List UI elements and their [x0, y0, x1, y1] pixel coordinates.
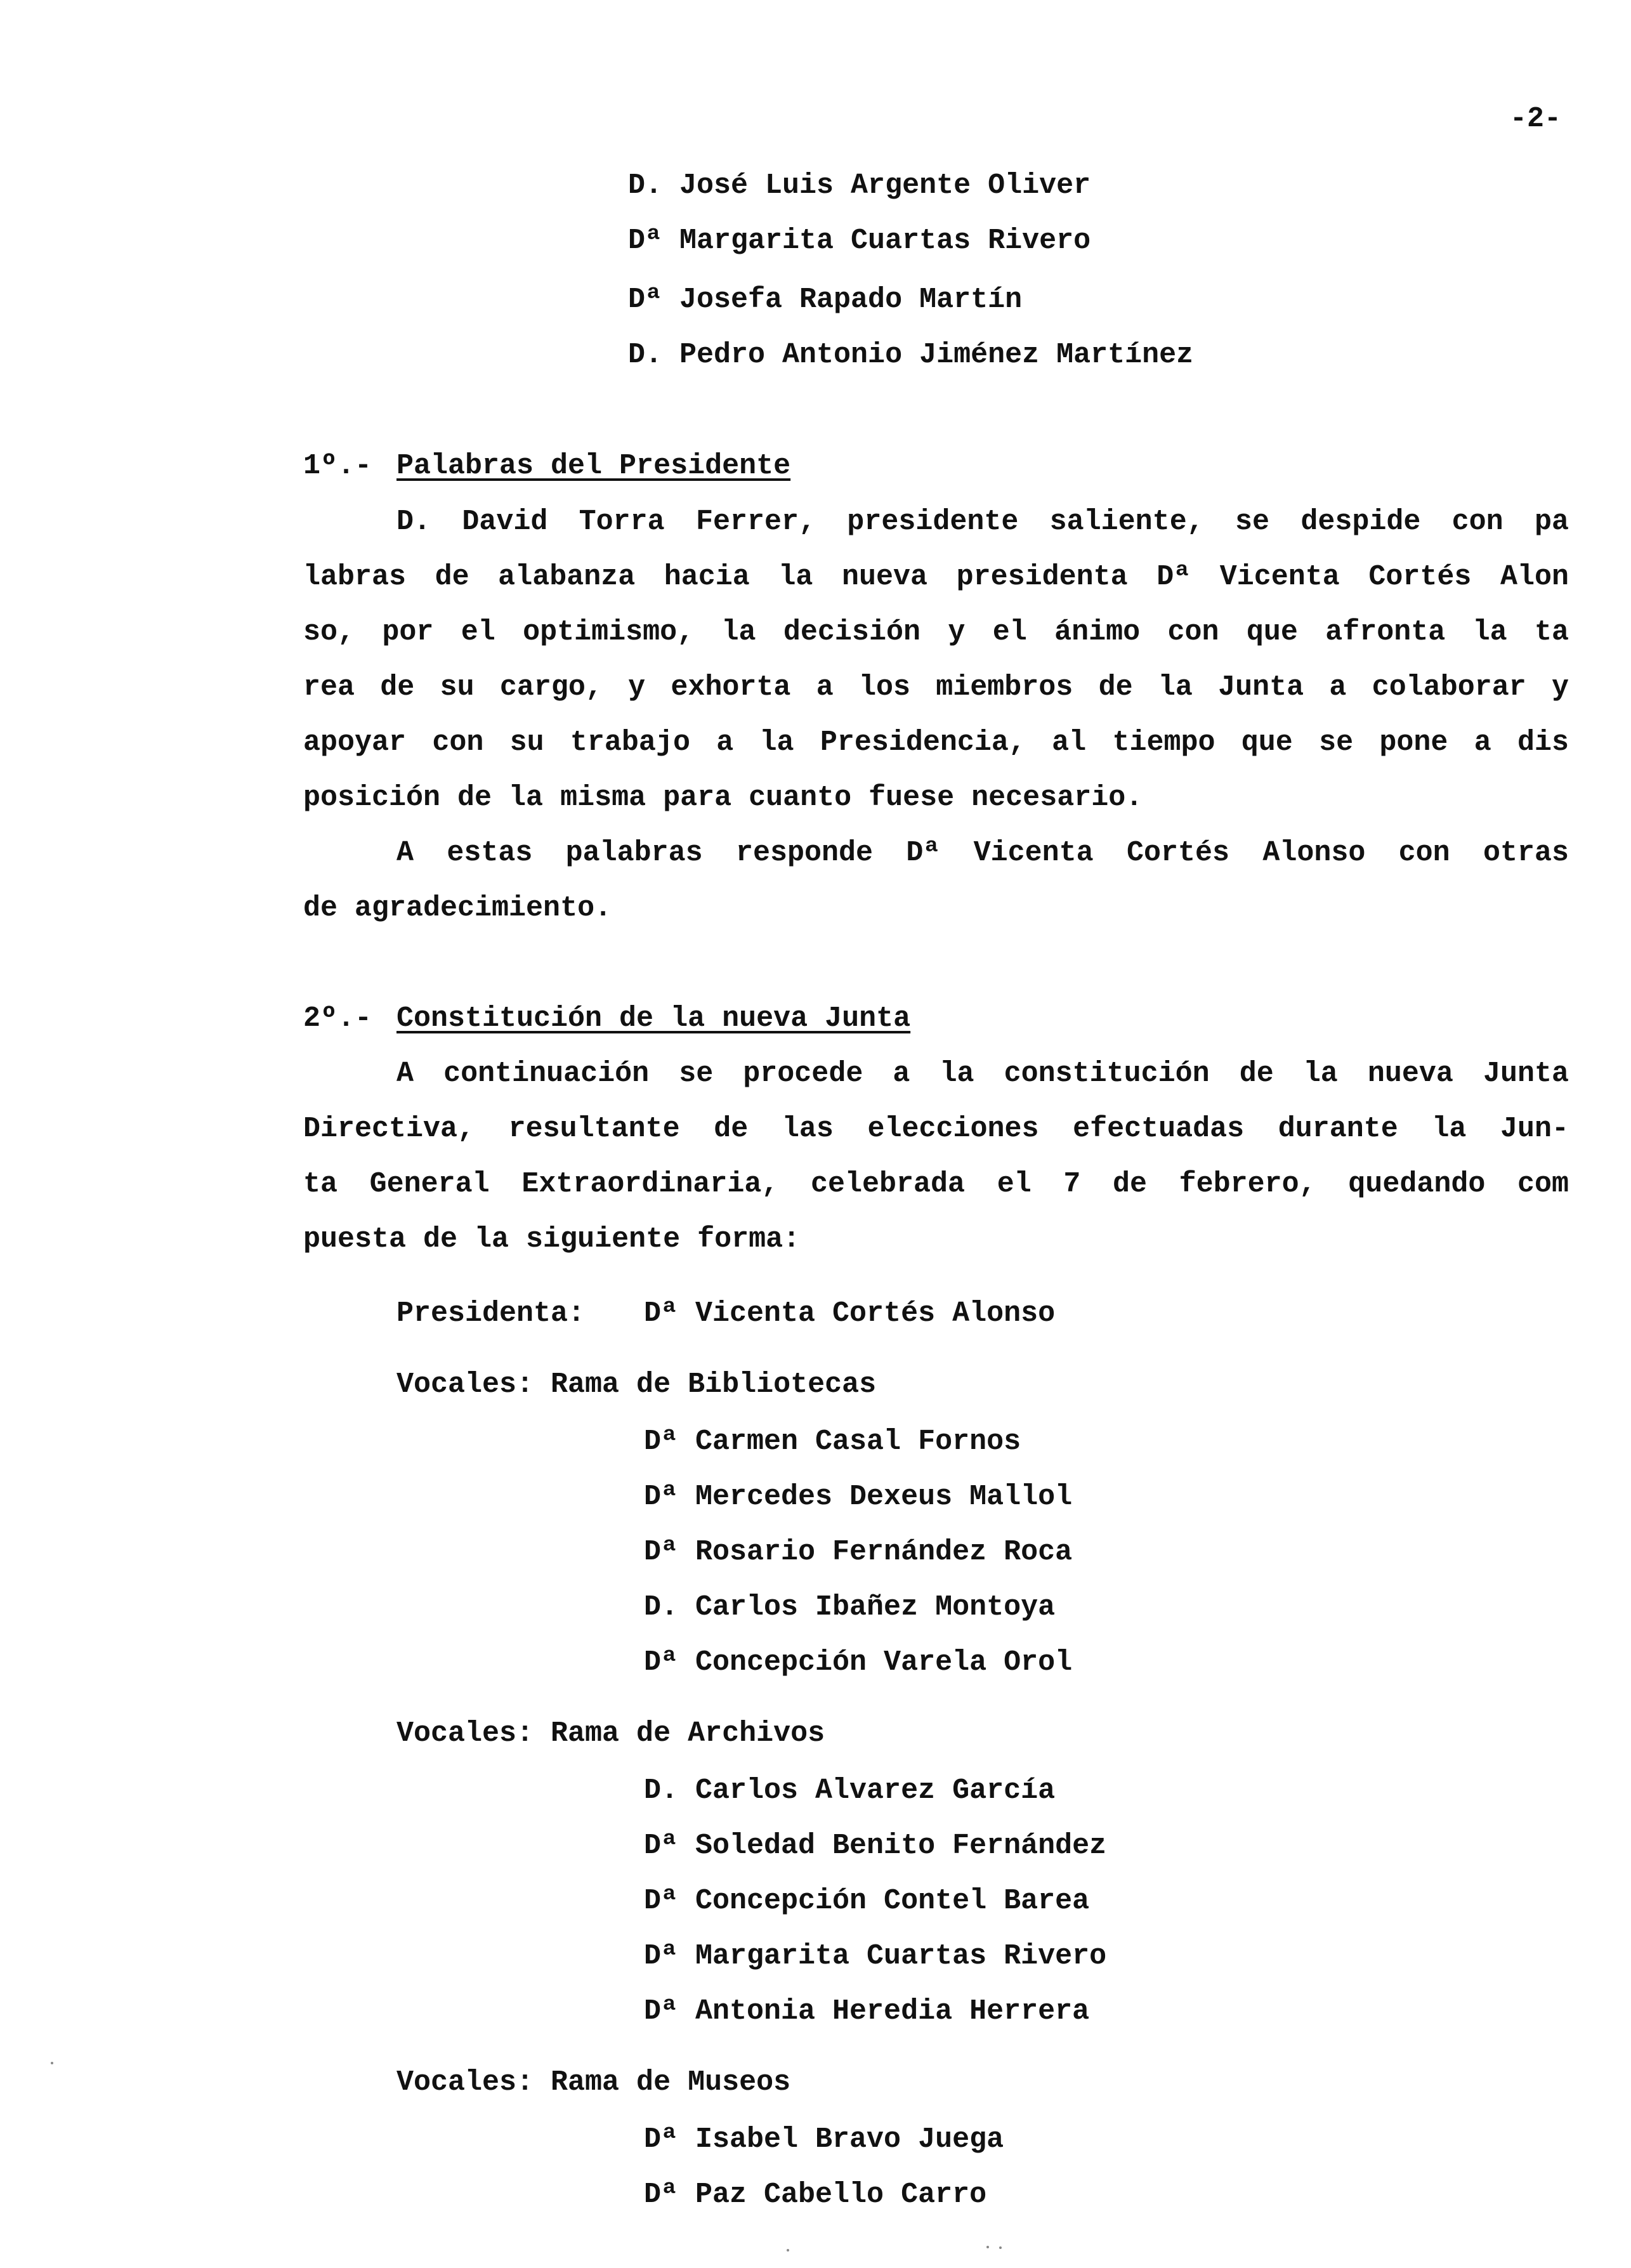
member-item: Dª Concepción Varela Orol	[644, 1646, 1073, 1679]
paragraph-line: Directiva, resultante de las elecciones efectuadas durante la Jun-	[303, 1113, 1569, 1145]
member-item: Dª Soledad Benito Fernández	[644, 1830, 1107, 1862]
member-item: Dª Margarita Cuartas Rivero	[644, 1940, 1107, 1972]
scan-speck	[986, 2246, 989, 2248]
member-item: Dª Mercedes Dexeus Mallol	[644, 1481, 1073, 1513]
attendee-item: D. Pedro Antonio Jiménez Martínez	[628, 339, 1194, 371]
member-item: D. Carlos Alvarez García	[644, 1774, 1056, 1807]
paragraph-line: ta General Extraordinaria, celebrada el 7 de febrero, quedando com	[303, 1168, 1569, 1200]
attendee-item: Dª Margarita Cuartas Rivero	[628, 225, 1091, 257]
member-item: Dª Rosario Fernández Roca	[644, 1536, 1073, 1568]
paragraph-line: labras de alabanza hacia la nueva presidenta Dª Vicenta Cortés Alon	[303, 561, 1569, 593]
member-item: Dª Isabel Bravo Juega	[644, 2123, 1004, 2156]
paragraph-line: apoyar con su trabajo a la Presidencia, al tiempo que se pone a dis	[303, 726, 1569, 759]
paragraph-line: A estas palabras responde Dª Vicenta Cortés Alonso con otras	[396, 837, 1569, 869]
paragraph-line: posición de la misma para cuanto fuese necesario.	[303, 782, 1143, 814]
member-item: Dª Carmen Casal Fornos	[644, 1426, 1021, 1458]
member-item: Dª Paz Cabello Carro	[644, 2179, 987, 2211]
scan-speck	[51, 2062, 53, 2064]
paragraph-line: D. David Torra Ferrer, presidente saliente, se despide con pa	[396, 506, 1569, 538]
section-1-heading: Palabras del Presidente	[396, 450, 791, 482]
section-2-number: 2º.-	[303, 1002, 372, 1035]
presidenta-label: Presidenta:	[396, 1297, 586, 1330]
presidenta-name: Dª Vicenta Cortés Alonso	[644, 1297, 1056, 1330]
vocales-museos-label: Vocales: Rama de Museos	[396, 2066, 791, 2099]
scan-speck	[787, 2249, 789, 2252]
paragraph-line: A continuación se procede a la constitución de la nueva Junta	[396, 1058, 1569, 1090]
section-2-heading: Constitución de la nueva Junta	[396, 1002, 911, 1035]
attendee-item: D. José Luis Argente Oliver	[628, 169, 1091, 202]
attendee-item: Dª Josefa Rapado Martín	[628, 284, 1023, 316]
paragraph-line: rea de su cargo, y exhorta a los miembros de la Junta a colaborar y	[303, 671, 1569, 704]
vocales-bibliotecas-label: Vocales: Rama de Bibliotecas	[396, 1368, 877, 1401]
page-number: -2-	[1510, 103, 1562, 135]
paragraph-line: so, por el optimismo, la decisión y el ánimo con que afronta la ta	[303, 616, 1569, 648]
member-item: Dª Antonia Heredia Herrera	[644, 1995, 1090, 2028]
paragraph-line: puesta de la siguiente forma:	[303, 1223, 801, 1255]
vocales-archivos-label: Vocales: Rama de Archivos	[396, 1717, 825, 1750]
member-item: D. Carlos Ibañez Montoya	[644, 1591, 1056, 1623]
scan-speck	[999, 2246, 1002, 2249]
paragraph-line: de agradecimiento.	[303, 892, 612, 924]
section-1-number: 1º.-	[303, 450, 372, 482]
member-item: Dª Concepción Contel Barea	[644, 1885, 1090, 1917]
